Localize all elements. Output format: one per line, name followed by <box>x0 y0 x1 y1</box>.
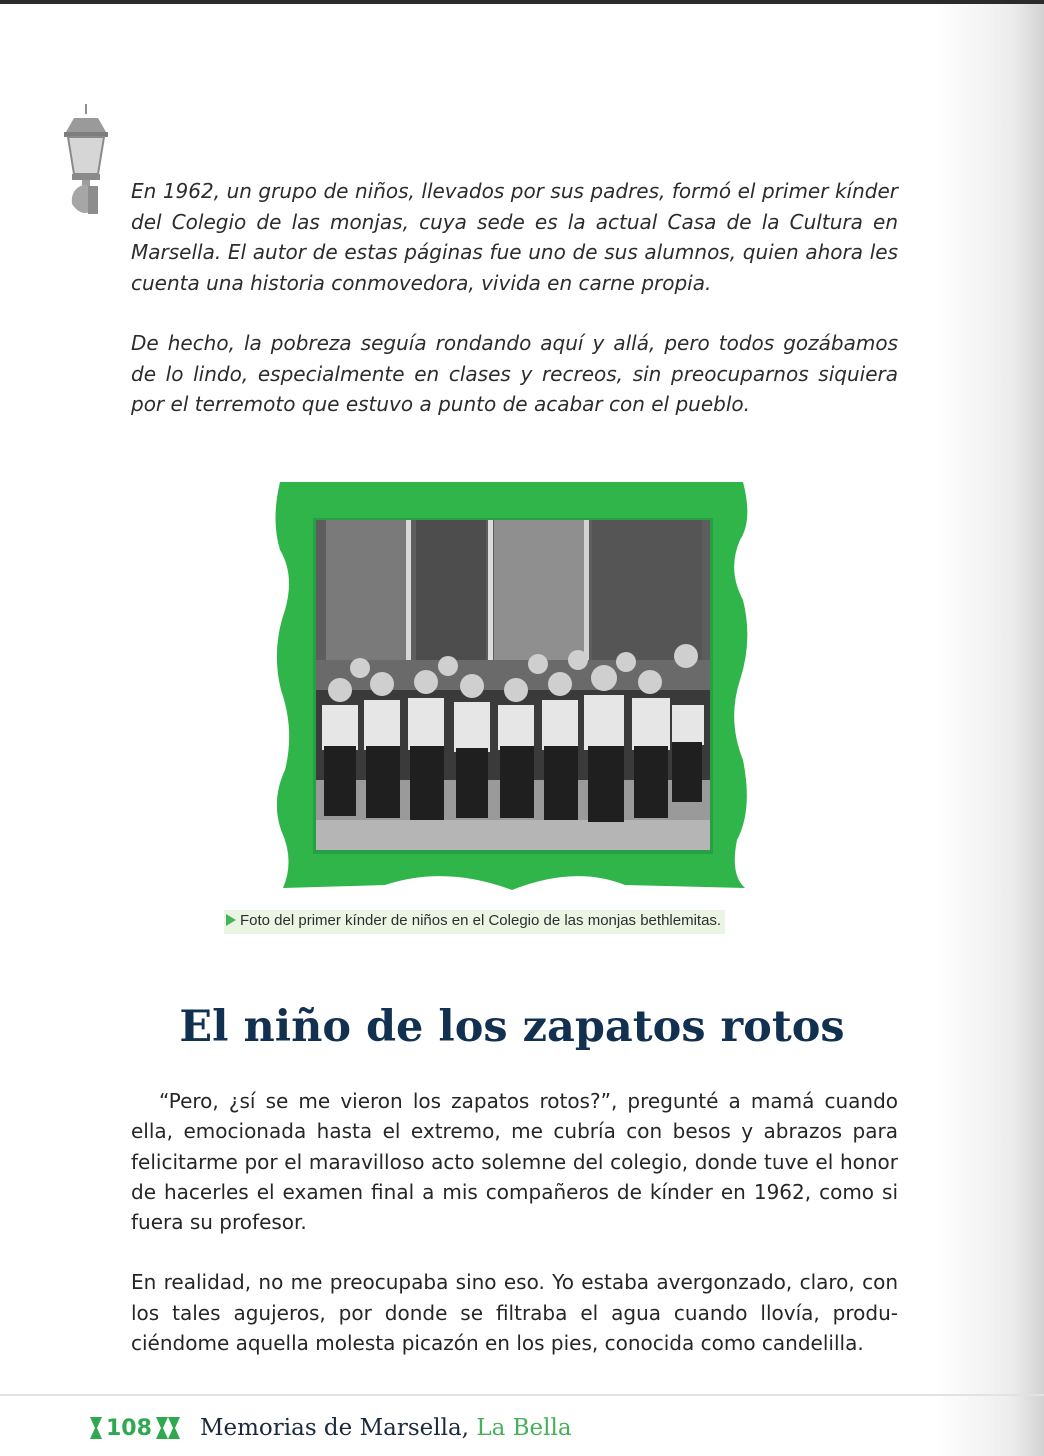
article-paragraph-2: En realidad, no me preocupaba sino eso. Yo estaba avergonzado, claro, con los tales agujeros, por donde se filtraba el agua cuando llovía, produ-ciéndome aquella molesta picazón en los pies, conocida como candelilla. <box>131 1270 898 1356</box>
article-paragraph-1: “Pero, ¿sí se me vieron los zapatos rotos?”, pregunté a mamá cuando ella, emocionada hasta el extremo, me cubría con besos y abrazos para felicitarme por el maravilloso acto solemne del colegio, donde tuve el honor de hacerles el examen final a mis compañeros de kínder en 1962, como si fuera su profesor. <box>131 1089 898 1235</box>
kindergarten-photo-image <box>316 520 710 850</box>
book-title-main: Memorias de Marsella, <box>199 1415 469 1441</box>
hourglass-right-icon <box>156 1417 168 1439</box>
hourglass-right-icon-2 <box>168 1417 180 1439</box>
intro-paragraph-2: De hecho, la pobreza seguía rondando aquí y allá, pero todos gozábamos de lo lindo, especialmente en clases y recreos, sin preocuparnos siquiera por el terremoto que estuvo a punto de acabar con el pueblo. <box>131 331 898 416</box>
article-title: El niño de los zapatos rotos <box>179 1002 845 1052</box>
top-border <box>0 0 1044 4</box>
photo-caption <box>224 910 725 934</box>
intro-text <box>131 176 898 450</box>
page-number: 108 <box>106 1415 152 1441</box>
book-title-subtitle: La Bella <box>476 1415 572 1441</box>
book-title <box>200 1415 572 1441</box>
caption-arrow-icon <box>226 914 236 926</box>
footer-divider <box>0 1394 1044 1396</box>
page-footer <box>90 1410 572 1446</box>
page-gutter-shadow <box>934 4 1044 1456</box>
intro-paragraph-1: En 1962, un grupo de niños, llevados por sus padres, formó el primer kínder del Colegio de las monjas, cuya sede es la actual Casa de la Cultura en Marsella. El autor de estas páginas fue uno de sus alumnos, quien ahora les cuenta una historia conmovedora, vivida en carne propia. <box>131 179 898 295</box>
article-body <box>131 1086 898 1388</box>
hourglass-left-icon <box>90 1417 102 1439</box>
photo-caption-text: Foto del primer kínder de niños en el Colegio de las monjas bethlemitas. <box>240 912 722 929</box>
kindergarten-photo <box>316 520 710 850</box>
street-lamp-icon <box>60 104 112 220</box>
